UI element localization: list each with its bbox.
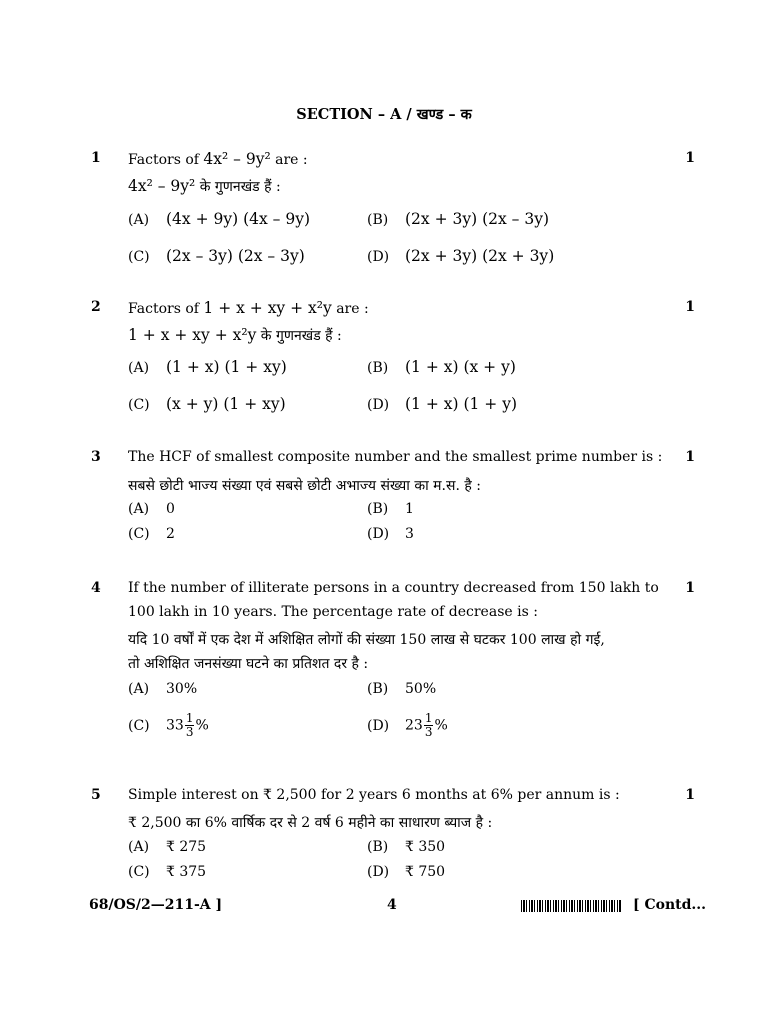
option-d: (D) (2x + 3y) (2x + 3y) [367, 247, 555, 265]
option-b: (B) ₹ 350 [367, 839, 446, 855]
option-a: (A) 30% [128, 681, 198, 697]
option-d: (D) 3 [367, 526, 414, 542]
mixed-fraction: $\frac{1}{3}$ [424, 711, 433, 739]
section-title: SECTION – A / खण्ड – क [296, 106, 472, 123]
question-text-hi: 4x² – 9y² के गुणनखंड हैं : [128, 177, 281, 195]
question-number: 1 [91, 150, 101, 166]
question-text-hi: सबसे छोटी भाज्य संख्या एवं सबसे छोटी अभाज्य संख्या का म.स. है : [128, 478, 481, 494]
mixed-fraction: $\frac{1}{3}$ [185, 711, 194, 739]
page-number: 4 [387, 897, 397, 913]
option-d: (D) 23 $\frac{1}{3}$ % [367, 711, 448, 739]
option-b: (B) 1 [367, 501, 414, 517]
question-number: 2 [91, 299, 101, 315]
option-d: (D) ₹ 750 [367, 864, 446, 880]
option-b: (B) (1 + x) (x + y) [367, 358, 516, 376]
paper-code: 68/OS/2—211-A ] [89, 897, 223, 913]
option-c: (C) 2 [128, 526, 175, 542]
question-number: 5 [91, 787, 101, 803]
question-text-hi: 1 + x + xy + x²y के गुणनखंड हैं : [128, 326, 342, 344]
question-text-hi: ₹ 2,500 का 6% वार्षिक दर से 2 वर्ष 6 महीने का साधारण ब्याज है : [128, 815, 493, 831]
question-marks: 1 [685, 580, 695, 596]
barcode-icon [521, 900, 622, 912]
option-d: (D) (1 + x) (1 + y) [367, 395, 518, 413]
option-c: (C) ₹ 375 [128, 864, 207, 880]
question-text-en: The HCF of smallest composite number and the smallest prime number is : [128, 449, 663, 465]
option-a: (A) ₹ 275 [128, 839, 207, 855]
question-text-en: Factors of 4x² – 9y² are : [128, 150, 308, 168]
question-marks: 1 [685, 449, 695, 465]
question-marks: 1 [685, 787, 695, 803]
question-number: 3 [91, 449, 101, 465]
option-a: (A) (1 + x) (1 + xy) [128, 358, 287, 376]
option-b: (B) 50% [367, 681, 437, 697]
option-c: (C) (2x – 3y) (2x – 3y) [128, 247, 305, 265]
question-number: 4 [91, 580, 101, 596]
question-text-en: Simple interest on ₹ 2,500 for 2 years 6 months at 6% per annum is : [128, 787, 620, 803]
question-text-hi-line-1: यदि 10 वर्षों में एक देश में अशिक्षित लोगों की संख्या 150 लाख से घटकर 100 लाख हो गई, [128, 632, 605, 648]
question-text-en-line-2: 100 lakh in 10 years. The percentage rate of decrease is : [128, 604, 538, 620]
question-marks: 1 [685, 299, 695, 315]
option-c: (C) (x + y) (1 + xy) [128, 395, 286, 413]
option-a: (A) (4x + 9y) (4x – 9y) [128, 210, 311, 228]
option-a: (A) 0 [128, 501, 175, 517]
question-text-hi-line-2: तो अशिक्षित जनसंख्या घटने का प्रतिशत दर है : [128, 656, 369, 672]
continued-label: [ Contd... [633, 897, 707, 913]
question-text-en-line-1: If the number of illiterate persons in a country decreased from 150 lakh to [128, 580, 659, 596]
option-b: (B) (2x + 3y) (2x – 3y) [367, 210, 550, 228]
option-c: (C) 33 $\frac{1}{3}$ % [128, 711, 209, 739]
question-text-en: Factors of 1 + x + xy + x²y are : [128, 299, 369, 317]
question-marks: 1 [685, 150, 695, 166]
